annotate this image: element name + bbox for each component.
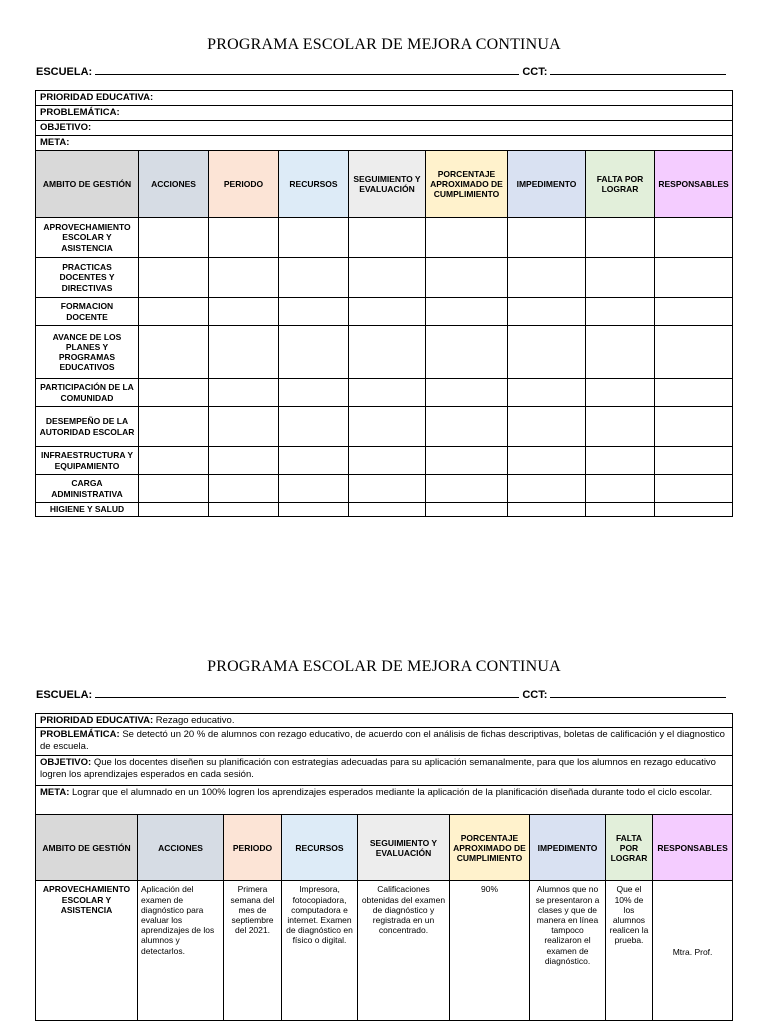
acciones-cell[interactable]: Aplicación del examen de diagnóstico para evaluar los aprendizajes de los alumnos y detectarlos. [138, 881, 224, 1021]
empty-cell[interactable] [508, 447, 586, 475]
empty-cell[interactable] [349, 258, 426, 298]
empty-cell[interactable] [655, 475, 733, 503]
empty-cell[interactable] [426, 447, 508, 475]
objetivo-value: Que los docentes diseñen su planificación con estrategias adecuadas para su aplicación semanalmente, para que los alumnos en rezago educativo logren los aprendizajes esperados en cada sesión. [40, 757, 716, 780]
header-recursos: RECURSOS [279, 151, 349, 218]
ambito-cell: PRACTICAS DOCENTES Y DIRECTIVAS [36, 258, 139, 298]
empty-cell[interactable] [426, 218, 508, 258]
empty-cell[interactable] [279, 475, 349, 503]
table-row [36, 379, 733, 407]
table-row [36, 218, 733, 258]
meta-row[interactable] [36, 136, 733, 151]
empty-cell[interactable] [426, 298, 508, 326]
empty-cell[interactable] [209, 379, 279, 407]
responsables-cell[interactable]: Mtra. Prof. [653, 881, 733, 1021]
header-periodo: PERIODO [209, 151, 279, 218]
empty-cell[interactable] [349, 218, 426, 258]
empty-cell[interactable] [586, 447, 655, 475]
empty-cell[interactable] [655, 298, 733, 326]
header-recursos: RECURSOS [282, 815, 358, 881]
ambito-cell: FORMACION DOCENTE [36, 298, 139, 326]
empty-cell[interactable] [508, 379, 586, 407]
empty-cell[interactable] [508, 475, 586, 503]
escuela-field[interactable] [95, 66, 519, 75]
empty-cell[interactable] [508, 258, 586, 298]
objetivo-label: OBJETIVO: [40, 757, 92, 769]
table-row [36, 503, 733, 517]
header-falta: FALTA POR LOGRAR [606, 815, 653, 881]
empty-cell[interactable] [139, 407, 209, 447]
empty-cell[interactable] [349, 379, 426, 407]
empty-cell[interactable] [349, 503, 426, 517]
meta-value: Lograr que el alumnado en un 100% logren los aprendizajes esperados mediante la aplicación de la planificación diseñada durante todo el ciclo escolar. [72, 787, 713, 799]
empty-cell[interactable] [139, 326, 209, 379]
empty-cell[interactable] [279, 503, 349, 517]
escuela-field[interactable] [95, 689, 519, 698]
empty-cell[interactable] [586, 475, 655, 503]
empty-cell[interactable] [279, 447, 349, 475]
empty-cell[interactable] [655, 407, 733, 447]
header-impedimento: IMPEDIMENTO [530, 815, 606, 881]
empty-cell[interactable] [279, 298, 349, 326]
empty-cell[interactable] [209, 475, 279, 503]
empty-cell[interactable] [586, 218, 655, 258]
empty-cell[interactable] [209, 407, 279, 447]
empty-cell[interactable] [209, 218, 279, 258]
empty-cell[interactable] [655, 258, 733, 298]
empty-cell[interactable] [209, 326, 279, 379]
prioridad-value: Rezago educativo. [155, 715, 235, 726]
empty-cell[interactable] [426, 407, 508, 447]
header-seguimiento: SEGUIMIENTO Y EVALUACIÓN [358, 815, 450, 881]
objetivo-row[interactable] [36, 756, 733, 786]
meta-label: META: [40, 137, 70, 148]
empty-cell[interactable] [139, 503, 209, 517]
empty-cell[interactable] [655, 503, 733, 517]
empty-cell[interactable] [655, 326, 733, 379]
header-ambito: AMBITO DE GESTIÓN [36, 151, 139, 218]
table-row [36, 258, 733, 298]
prioridad-label: PRIORIDAD EDUCATIVA: [40, 715, 154, 726]
table-row [36, 326, 733, 379]
header-periodo: PERIODO [224, 815, 282, 881]
porcentaje-cell[interactable]: 90% [450, 881, 530, 1021]
seguimiento-cell[interactable]: Calificaciones obtenidas del examen de diagnóstico y registrada en un concentrado. [358, 881, 450, 1021]
empty-cell[interactable] [209, 298, 279, 326]
empty-cell[interactable] [586, 258, 655, 298]
problematica-row[interactable] [36, 728, 733, 756]
cct-field[interactable] [550, 689, 726, 698]
meta-row[interactable] [36, 786, 733, 815]
empty-cell[interactable] [349, 298, 426, 326]
problematica-value: Se detectó un 20 % de alumnos con rezago educativo, de acuerdo con el análisis de fichas descriptivas, boletas de calificación y el diagnostico de escuela. [40, 729, 725, 752]
objetivo-row[interactable] [36, 121, 733, 136]
empty-cell[interactable] [426, 379, 508, 407]
empty-cell[interactable] [139, 447, 209, 475]
empty-cell[interactable] [586, 407, 655, 447]
ambito-cell: PARTICIPACIÓN DE LA COMUNIDAD [36, 379, 139, 407]
objetivo-label: OBJETIVO: [40, 122, 92, 133]
empty-cell[interactable] [139, 475, 209, 503]
empty-cell[interactable] [279, 407, 349, 447]
problematica-label: PROBLEMÁTICA: [40, 107, 120, 118]
problematica-label: PROBLEMÁTICA: [40, 729, 120, 741]
table-row [36, 407, 733, 447]
form1-escuela-line [36, 66, 726, 78]
empty-cell[interactable] [586, 379, 655, 407]
ambito-cell: APROVECHAMIENTO ESCOLAR Y ASISTENCIA [36, 218, 139, 258]
empty-cell[interactable] [279, 218, 349, 258]
empty-cell[interactable] [586, 298, 655, 326]
ambito-cell: HIGIENE Y SALUD [36, 503, 139, 517]
table-row [36, 447, 733, 475]
empty-cell[interactable] [279, 326, 349, 379]
meta-label: META: [40, 787, 70, 799]
table-row [36, 298, 733, 326]
form2-title: PROGRAMA ESCOLAR DE MEJORA CONTINUA [207, 658, 561, 675]
empty-cell[interactable] [139, 298, 209, 326]
ambito-cell: AVANCE DE LOS PLANES Y PROGRAMAS EDUCATIVOS [36, 326, 139, 379]
form2-escuela-line [36, 689, 726, 701]
empty-cell[interactable] [349, 326, 426, 379]
empty-cell[interactable] [426, 258, 508, 298]
empty-cell[interactable] [426, 475, 508, 503]
falta-cell[interactable]: Que el 10% de los alumnos realicen la prueba. [606, 881, 653, 1021]
empty-cell[interactable] [655, 379, 733, 407]
header-acciones: ACCIONES [138, 815, 224, 881]
prioridad-row[interactable] [36, 714, 733, 728]
escuela-label: ESCUELA: [36, 66, 93, 78]
empty-cell[interactable] [508, 326, 586, 379]
header-acciones: ACCIONES [139, 151, 209, 218]
empty-cell[interactable] [586, 503, 655, 517]
cct-label: CCT: [522, 689, 548, 701]
empty-cell[interactable] [508, 503, 586, 517]
ambito-cell: CARGA ADMINISTRATIVA [36, 475, 139, 503]
prioridad-label: PRIORIDAD EDUCATIVA: [40, 92, 154, 103]
empty-cell[interactable] [349, 475, 426, 503]
empty-cell[interactable] [209, 258, 279, 298]
header-seguimiento: SEGUIMIENTO Y EVALUACIÓN [349, 151, 426, 218]
cct-field[interactable] [550, 66, 726, 75]
form1-table [35, 90, 733, 517]
header-impedimento: IMPEDIMENTO [508, 151, 586, 218]
empty-cell[interactable] [139, 218, 209, 258]
empty-cell[interactable] [426, 326, 508, 379]
ambito-cell: APROVECHAMIENTO ESCOLAR Y ASISTENCIA [36, 881, 138, 1021]
form2-table [35, 713, 733, 1021]
empty-cell[interactable] [508, 407, 586, 447]
header-responsables: RESPONSABLES [655, 151, 733, 218]
empty-cell[interactable] [209, 503, 279, 517]
prioridad-row[interactable] [36, 91, 733, 106]
header-falta: FALTA POR LOGRAR [586, 151, 655, 218]
header-porcentaje: PORCENTAJE APROXIMADO DE CUMPLIMIENTO [426, 151, 508, 218]
empty-cell[interactable] [209, 447, 279, 475]
ambito-cell: INFRAESTRUCTURA Y EQUIPAMIENTO [36, 447, 139, 475]
empty-cell[interactable] [508, 218, 586, 258]
form1-title: PROGRAMA ESCOLAR DE MEJORA CONTINUA [207, 36, 561, 53]
recursos-cell[interactable]: Impresora, fotocopiadora, computadora e internet. Examen de diagnóstico en físico o digital. [282, 881, 358, 1021]
ambito-cell: DESEMPEÑO DE LA AUTORIDAD ESCOLAR [36, 407, 139, 447]
empty-cell[interactable] [508, 298, 586, 326]
empty-cell[interactable] [655, 218, 733, 258]
header-porcentaje: PORCENTAJE APROXIMADO DE CUMPLIMIENTO [450, 815, 530, 881]
impedimento-cell[interactable]: Alumnos que no se presentaron a clases y que de manera en línea tampoco realizaron el examen de diagnóstico. [530, 881, 606, 1021]
empty-cell[interactable] [349, 447, 426, 475]
empty-cell[interactable] [279, 258, 349, 298]
problematica-row[interactable] [36, 106, 733, 121]
periodo-cell[interactable]: Primera semana del mes de septiembre del 2021. [224, 881, 282, 1021]
header-ambito: AMBITO DE GESTIÓN [36, 815, 138, 881]
empty-cell[interactable] [139, 379, 209, 407]
table-row [36, 475, 733, 503]
header-responsables: RESPONSABLES [653, 815, 733, 881]
empty-cell[interactable] [586, 326, 655, 379]
cct-label: CCT: [522, 66, 548, 78]
empty-cell[interactable] [655, 447, 733, 475]
escuela-label: ESCUELA: [36, 689, 93, 701]
empty-cell[interactable] [426, 503, 508, 517]
empty-cell[interactable] [139, 258, 209, 298]
empty-cell[interactable] [349, 407, 426, 447]
empty-cell[interactable] [279, 379, 349, 407]
table-row [36, 881, 733, 1021]
